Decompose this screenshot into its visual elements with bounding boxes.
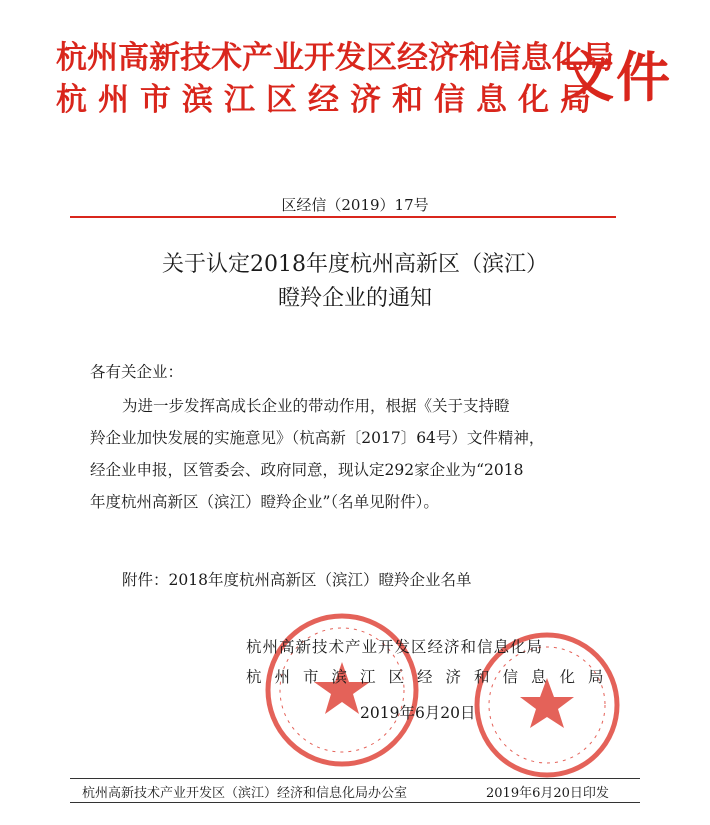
attachment-line: 附件：2018年度杭州高新区（滨江）瞪羚企业名单	[122, 571, 472, 589]
footer-office: 杭州高新技术产业开发区（滨江）经济和信息化局办公室	[82, 786, 408, 801]
title-line-2: 瞪羚企业的通知	[277, 286, 432, 311]
header-red-rule	[70, 216, 616, 218]
paragraph-line-4: 年度杭州高新区（滨江）瞪羚企业”（名单见附件）。	[90, 493, 439, 511]
signature-org-1: 杭州高新技术产业开发区经济和信息化局	[246, 638, 544, 656]
paragraph-line-3: 经企业申报，区管委会、政府同意，现认定292家企业为“2018	[90, 461, 524, 479]
signature-date: 2019年6月20日	[360, 704, 476, 722]
salutation: 各有关企业：	[90, 363, 184, 381]
footer-bottom-rule	[70, 802, 640, 803]
footer-print-date: 2019年6月20日印发	[486, 786, 609, 801]
signature-org-2: 杭州市滨江区经济和信息化局	[246, 668, 617, 686]
header-org-line-1: 杭州高新技术产业开发区经济和信息化局	[56, 40, 614, 76]
paragraph-line-2: 羚企业加快发展的实施意见》（杭高新〔2017〕64号）文件精神，	[90, 429, 545, 447]
paragraph-line-1: 为进一步发挥高成长企业的带动作用，根据《关于支持瞪	[122, 397, 510, 415]
document-number: 区经信（2019）17号	[281, 196, 429, 214]
header-document-label: 文件	[560, 46, 672, 109]
footer-top-rule	[70, 778, 640, 779]
title-line-1: 关于认定2018年度杭州高新区（滨江）	[162, 252, 548, 277]
header-org-line-2: 杭州市滨江区经济和信息化局	[56, 82, 602, 118]
